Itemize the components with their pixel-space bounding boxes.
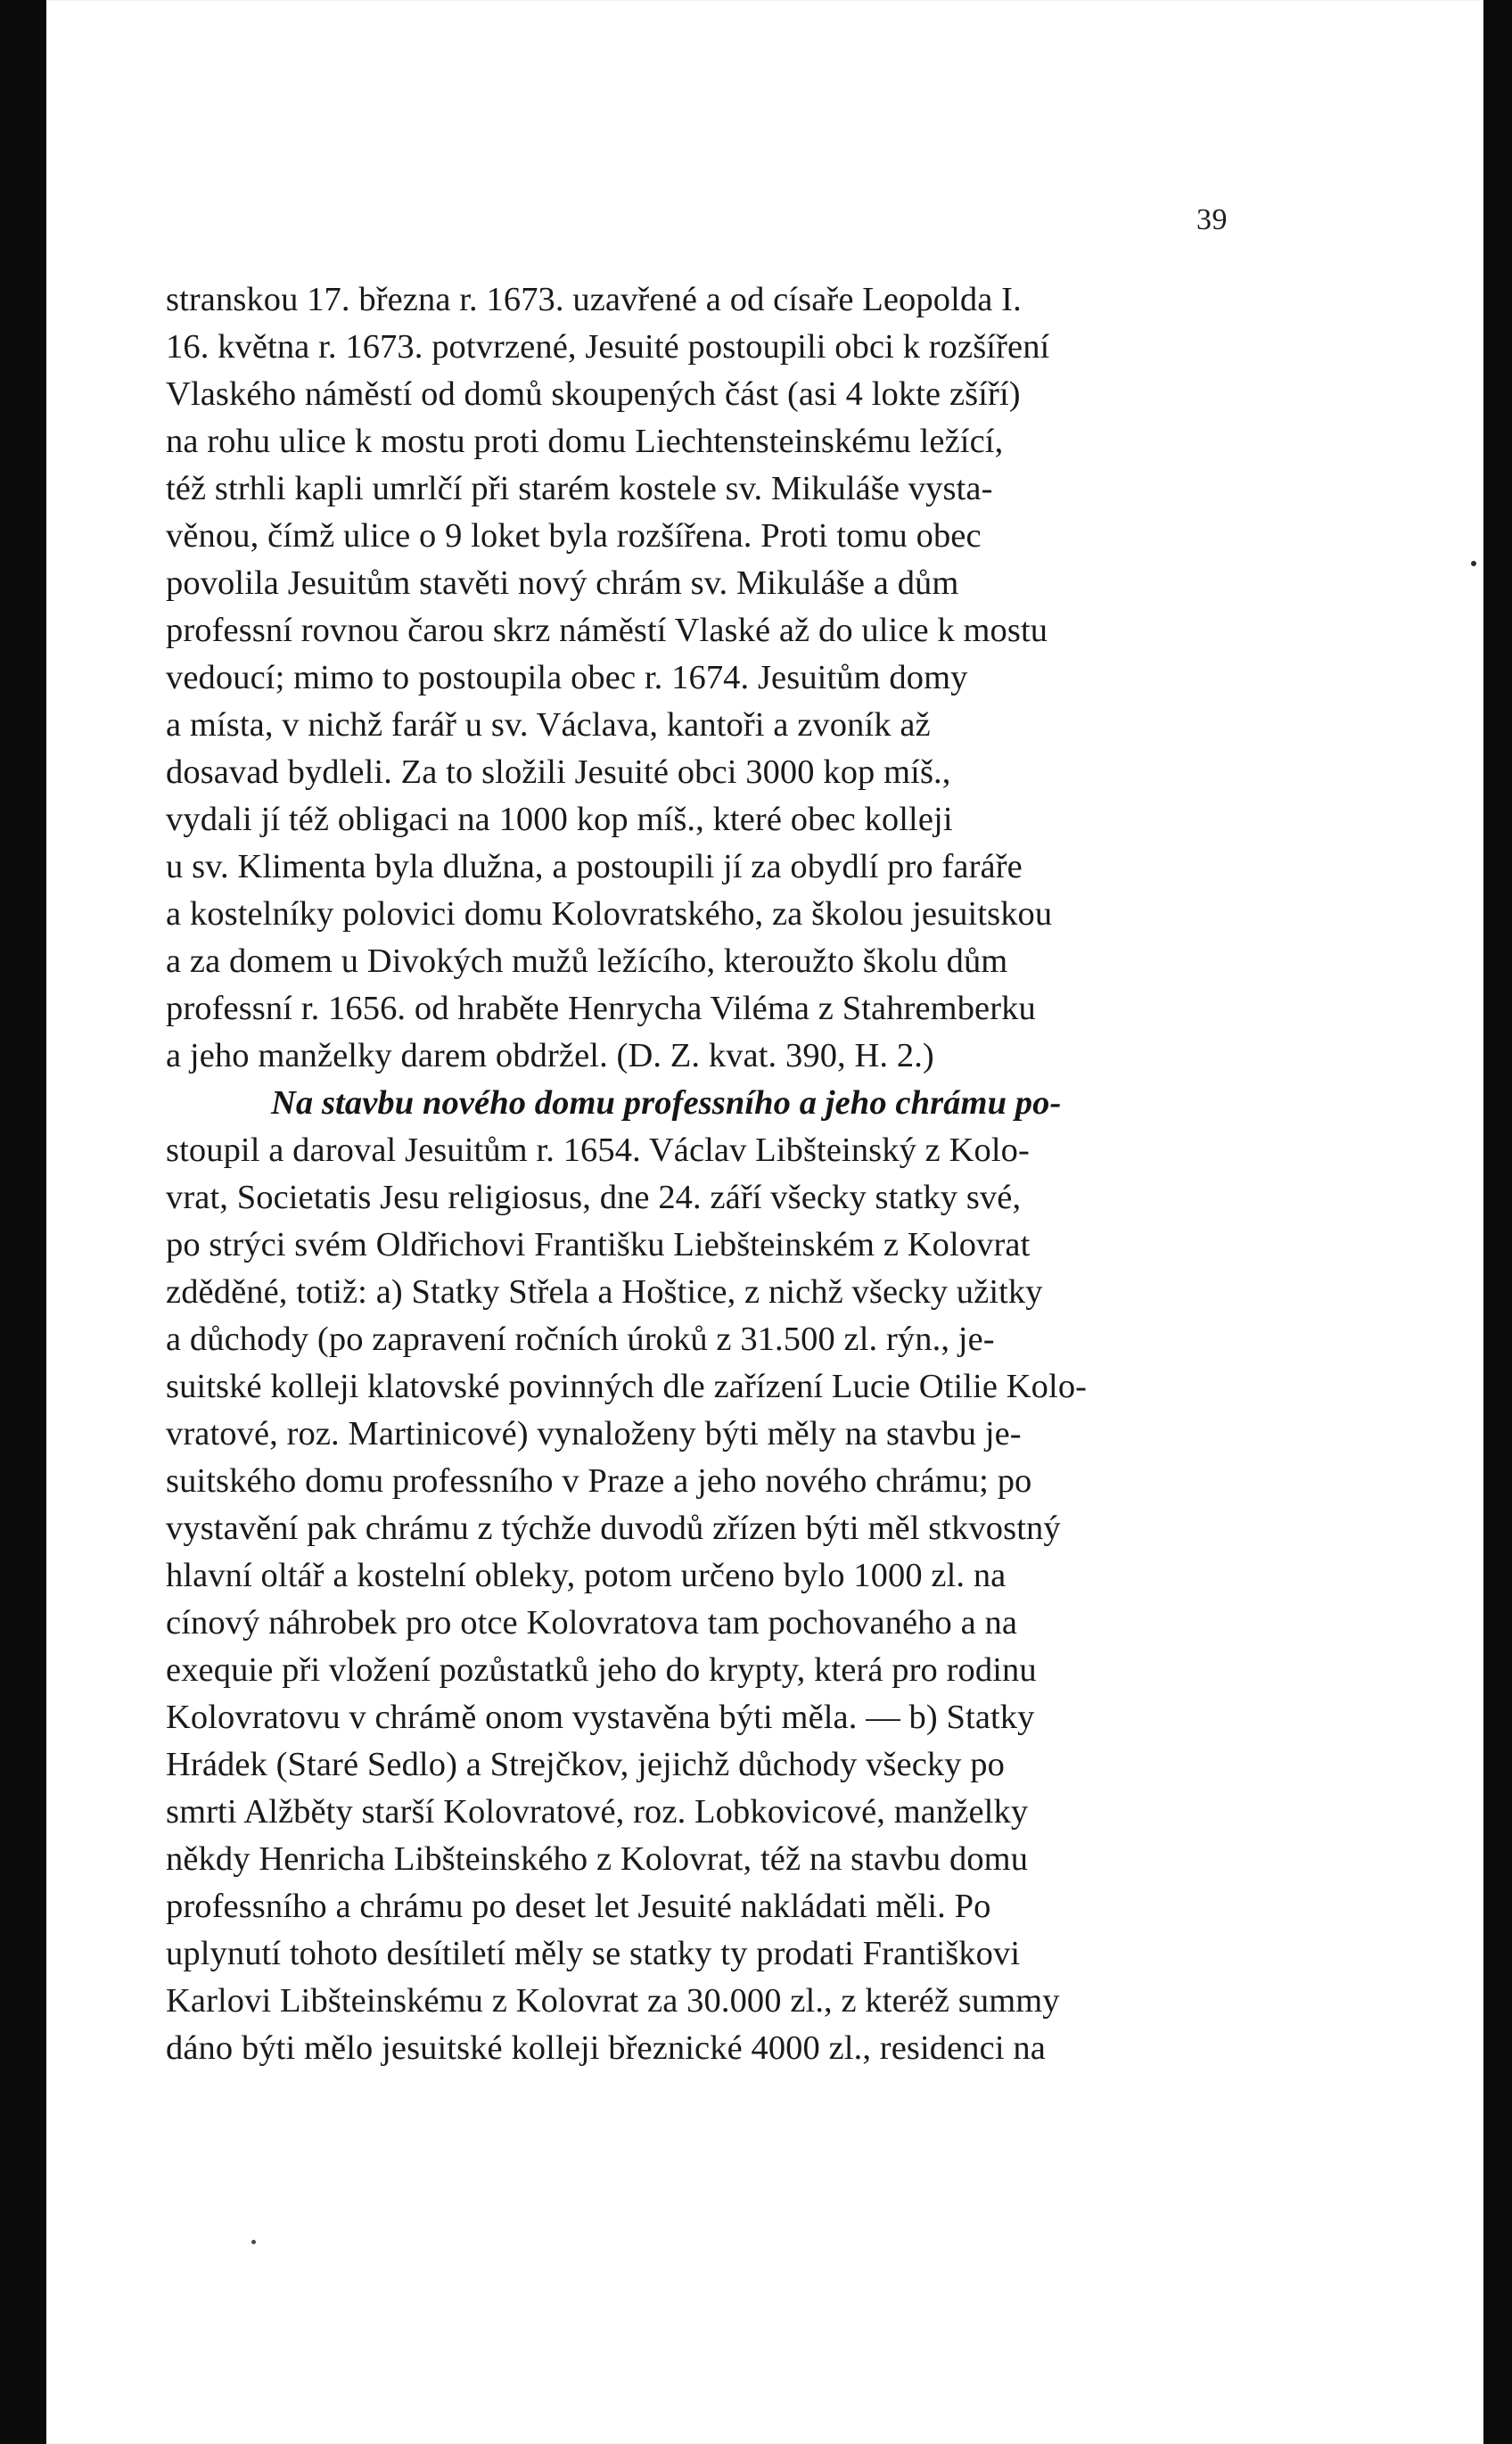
text-line: exequie při vložení pozůstatků jeho do krypty, která pro rodinu: [166, 1651, 1037, 1689]
text-line: dosavad bydleli. Za to složili Jesuité obci 3000 kop míš.,: [166, 753, 951, 791]
text-line: Hrádek (Staré Sedlo) a Strejčkov, jejichž důchody všecky po: [166, 1746, 1006, 1783]
text-line: někdy Henricha Libšteinského z Kolovrat, též na stavbu domu: [166, 1840, 1029, 1878]
text-line: a za domem u Divokých mužů ležícího, kteroužto školu dům: [166, 942, 1008, 980]
text-line: professní rovnou čarou skrz náměstí Vlaské až do ulice k mostu: [166, 612, 1048, 649]
text-line-italic-start: stoupil a daroval Jesuitům r. 1654. Václav Libšteinský z Kolo-: [166, 1131, 1030, 1169]
text-line: suitského domu professního v Praze a jeho nového chrámu; po: [166, 1462, 1032, 1500]
text-line: povolila Jesuitům stavěti nový chrám sv. Mikuláše a dům: [166, 564, 959, 602]
text-line: cínový náhrobek pro otce Kolovratova tam pochovaného a na: [166, 1604, 1018, 1642]
text-line: Karlovi Libšteinskému z Kolovrat za 30.000 zl., z kteréž summy: [166, 1982, 1060, 2020]
text-line: a důchody (po zapravení ročních úroků z 31.500 zl. rýn., je-: [166, 1321, 995, 1358]
text-line: po strýci svém Oldřichovi Františku Liebšteinském z Kolovrat: [166, 1226, 1031, 1263]
text-line: suitské kolleji klatovské povinných dle zařízení Lucie Otilie Kolo-: [166, 1368, 1088, 1405]
text-line: Kolovratovu v chrámě onom vystavěna býti měla. — b) Statky: [166, 1699, 1035, 1736]
text-line: vydali jí též obligaci na 1000 kop míš., které obec kolleji: [166, 801, 953, 838]
text-line: vedoucí; mimo to postoupila obec r. 1674. Jesuitům domy: [166, 659, 968, 696]
text-line: zděděné, totiž: a) Statky Střela a Hoštice, z nichž všecky užitky: [166, 1273, 1043, 1311]
page-text: [166, 276, 1237, 2149]
scan-speck: [1471, 561, 1476, 566]
text-line: Vlaského náměstí od domů skoupených část (asi 4 lokte zšíří): [166, 375, 1021, 413]
text-line: professního a chrámu po deset let Jesuité nakládati měli. Po: [166, 1888, 991, 1925]
text-line: stranskou 17. března r. 1673. uzavřené a od císaře Leopolda I.: [166, 281, 1022, 318]
text-line: věnou, čímž ulice o 9 loket byla rozšířena. Proti tomu obec: [166, 517, 982, 555]
text-line-italic: Na stavbu nového domu professního a jeho chrámu po-: [271, 1084, 1062, 1122]
text-line: vrat, Societatis Jesu religiosus, dne 24. září všecky statky své,: [166, 1179, 1022, 1216]
book-page: [21, 0, 1483, 2444]
text-line: a kostelníky polovici domu Kolovratského, za školou jesuitskou: [166, 895, 1053, 933]
text-line: professní r. 1656. od hraběte Henrycha Viléma z Stahremberku: [166, 990, 1036, 1027]
text-line: dáno býti mělo jesuitské kolleji březnické 4000 zl., residenci na: [166, 2029, 1046, 2067]
text-line: uplynutí tohoto desítiletí měly se statky ty prodati Františkovi: [166, 1935, 1021, 1972]
text-line: hlavní oltář a kostelní obleky, potom určeno bylo 1000 zl. na: [166, 1557, 1007, 1594]
text-line: vystavění pak chrámu z týchže duvodů zřízen býti měl stkvostný: [166, 1510, 1061, 1547]
text-line: a jeho manželky darem obdržel. (D. Z. kvat. 390, H. 2.): [166, 1037, 934, 1074]
text-line: a místa, v nichž farář u sv. Václava, kantoři a zvoník až: [166, 706, 931, 744]
text-line: vratové, roz. Martinicové) vynaloženy býti měly na stavbu je-: [166, 1415, 1022, 1452]
scan-left-edge: [21, 0, 46, 2444]
text-line: u sv. Klimenta byla dlužna, a postoupili jí za obydlí pro faráře: [166, 848, 1023, 885]
text-line: 16. května r. 1673. potvrzené, Jesuité postoupili obci k rozšíření: [166, 328, 1050, 366]
text-line: smrti Alžběty starší Kolovratové, roz. Lobkovicové, manželky: [166, 1793, 1029, 1831]
text-line: na rohu ulice k mostu proti domu Liechtensteinskému ležící,: [166, 423, 1004, 460]
scan-speck: [251, 2240, 256, 2244]
text-line: též strhli kapli umrlčí při starém kostele sv. Mikuláše vysta-: [166, 470, 993, 507]
page-number: 39: [1196, 203, 1228, 236]
